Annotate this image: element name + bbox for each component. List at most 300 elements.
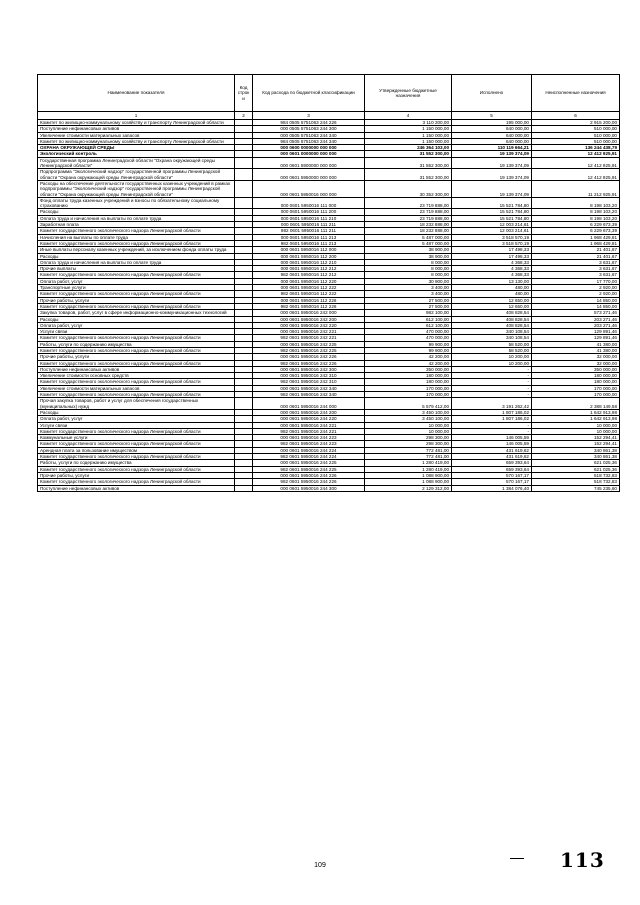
row-name: Работы, услуги по содержанию имущества	[38, 341, 235, 347]
row-done: 1 807 186,02	[452, 416, 532, 422]
row-name: Комитет государственного экологического надзора Ленинградской области	[38, 466, 235, 472]
row-approved: 31 552 300,00	[365, 169, 452, 181]
row-kbk: 000 0601 5950016 244 220	[253, 416, 365, 422]
row-name: Поступление нефинансовых активов	[38, 366, 235, 372]
colnum-6: 6	[532, 112, 620, 120]
row-name: Комитет государственного экологического надзора Ленинградской области	[38, 479, 235, 485]
row-kbk: 000 0601 5950016 244 221	[253, 422, 365, 428]
row-left: 745 235,60	[532, 485, 620, 491]
row-left: 1 642 913,98	[532, 416, 620, 422]
row-kbk: 982 0601 5950016 242 340	[253, 392, 365, 398]
row-kbk: 000 0601 5950016 112 226	[253, 297, 365, 303]
row-name: Заработная плата	[38, 222, 235, 228]
row-approved: 8 000,00	[365, 266, 452, 272]
row-left: 152 294,41	[532, 441, 620, 447]
row-approved: 38 900,00	[365, 253, 452, 259]
row-left: 41 380,00	[532, 347, 620, 353]
row-done: 408 828,54	[452, 310, 532, 316]
row-left: 6 229 673,39	[532, 222, 620, 228]
row-name: Закупка товаров, работ, услуг в сфере информационно-коммуникационных технологий	[38, 310, 235, 316]
table-row	[38, 180, 620, 197]
row-approved: 38 900,00	[365, 247, 452, 253]
row-left: 170 000,00	[532, 392, 620, 398]
row-kbk: 000 0601 5950016 244 200	[253, 409, 365, 415]
header-line-code: Код строк и	[235, 75, 253, 112]
row-kbk: 982 0601 5950016 242 221	[253, 335, 365, 341]
row-kbk: 000 0601 5950016 111 210	[253, 215, 365, 221]
row-kbk: 000 0600 0000000 000 000	[253, 145, 365, 151]
row-done: 146 005,59	[452, 435, 532, 441]
row-left: 170 000,00	[532, 385, 620, 391]
row-left: 573 271,46	[532, 310, 620, 316]
sheet-stamp-number: 113	[560, 848, 605, 872]
row-approved: 180 000,00	[365, 373, 452, 379]
row-approved: 27 500,00	[365, 297, 452, 303]
row-name: Комитет государственного экологического надзора Ленинградской области	[38, 360, 235, 366]
row-name: Фонд оплаты труда казенных учреждений и взносы по обязательному социальному страхованию	[38, 197, 235, 209]
row-kbk: 000 0601 5900000 000 000	[253, 157, 365, 169]
row-kbk: 000 0601 5950016 242 310	[253, 373, 365, 379]
row-done: 659 393,64	[452, 466, 532, 472]
row-name: Оплата труда и начисления на выплаты по оплате труда	[38, 215, 235, 221]
row-done: 3 518 570,19	[452, 240, 532, 246]
row-kbk: 982 0601 5950016 112 212	[253, 272, 365, 278]
row-left: 2 920,00	[532, 291, 620, 297]
row-name: Увеличение стоимости материальных запасов	[38, 132, 235, 138]
row-approved: 1 150 000,00	[365, 138, 452, 144]
row-kbk: 000 0601 5950016 242 340	[253, 385, 365, 391]
row-done: 340 108,54	[452, 329, 532, 335]
row-name: Государственная программа Ленинградской области "Охрана окружающей среды Ленинградской области"	[38, 157, 235, 169]
row-left: 1 642 913,98	[532, 409, 620, 415]
row-done: 570 167,17	[452, 472, 532, 478]
row-done: 58 520,00	[452, 347, 532, 353]
row-done: 17 498,33	[452, 253, 532, 259]
row-left: 203 271,46	[532, 322, 620, 328]
row-name: Поступление нефинансовых активов	[38, 485, 235, 491]
row-done: 15 521 784,80	[452, 209, 532, 215]
row-name: Комитет государственного экологического надзора Ленинградской области	[38, 228, 235, 234]
row-name: Подпрограмма "Экологический надзор" государственной программы Ленинградской области "Охрана окружающей среды Ленинградской области"	[38, 169, 235, 181]
row-approved: 180 000,00	[365, 379, 452, 385]
row-done: 19 139 374,09	[452, 169, 532, 181]
row-left: 21 401,67	[532, 247, 620, 253]
row-name: Начисления на выплаты по оплате труда	[38, 234, 235, 240]
row-left: 518 732,83	[532, 479, 620, 485]
row-approved: 982 100,00	[365, 310, 452, 316]
row-kbk: 000 0601 5950016 112 212	[253, 266, 365, 272]
row-left: 1 968 429,81	[532, 240, 620, 246]
row-left: 203 271,46	[532, 316, 620, 322]
row-left: 129 891,46	[532, 329, 620, 335]
row-kbk: 000 0601 5950016 112 200	[253, 253, 365, 259]
header-done: Исполнено	[452, 75, 532, 112]
row-left: 518 732,83	[532, 472, 620, 478]
row-kbk: 000 0601 5950016 111 213	[253, 234, 365, 240]
row-approved: 3 450 100,00	[365, 416, 452, 422]
row-left: 2 388 149,58	[532, 398, 620, 410]
row-name: Комитет по жилищно-коммунальному хозяйству и транспорту Ленинградской области	[38, 138, 235, 144]
row-done: 640 000,00	[452, 132, 532, 138]
row-done: 195 000,00	[452, 120, 532, 126]
row-name: Прочая закупка товаров, работ и услуг для обеспечения государственных (муниципальных) нужд	[38, 398, 235, 410]
row-approved: 8 000,00	[365, 272, 452, 278]
row-kbk: 000 0601 5950016 111 000	[253, 197, 365, 209]
header-approved: Утвержденные бюджетные назначения	[365, 75, 452, 112]
row-done: 19 139 374,09	[452, 180, 532, 197]
row-name: Услуги связи	[38, 422, 235, 428]
row-approved: 3 400,00	[365, 285, 452, 291]
row-approved: 1 150 000,00	[365, 126, 452, 132]
table-row	[38, 157, 620, 169]
row-done: 10 200,00	[452, 360, 532, 366]
row-left: 10 000,00	[532, 428, 620, 434]
row-name: Комитет государственного экологического надзора Ленинградской области	[38, 303, 235, 309]
row-kbk: 000 0601 5950016 242 220	[253, 322, 365, 328]
row-left: 340 861,38	[532, 447, 620, 453]
row-approved: 612 100,00	[365, 316, 452, 322]
row-approved: 30 900,00	[365, 278, 452, 284]
row-kbk: 000 0601 5950016 112 222	[253, 285, 365, 291]
row-left: 6 229 673,39	[532, 228, 620, 234]
row-kbk: 982 0601 5950016 242 225	[253, 347, 365, 353]
row-name: Комитет государственного экологического надзора Ленинградской области	[38, 291, 235, 297]
row-kbk: 982 0601 5950016 242 226	[253, 360, 365, 366]
row-left: 17 770,00	[532, 278, 620, 284]
row-kbk: 982 0601 5950016 112 222	[253, 291, 365, 297]
row-name: Расходы	[38, 409, 235, 415]
row-left: 152 294,41	[532, 435, 620, 441]
row-approved: 18 232 888,00	[365, 228, 452, 234]
row-left: 11 212 925,91	[532, 180, 620, 197]
row-kbk: 984 0505 5751063 244 226	[253, 120, 365, 126]
row-kbk: 000 0601 5950016 000 000	[253, 180, 365, 197]
row-line-code	[235, 157, 253, 169]
row-done: 1 384 076,40	[452, 485, 532, 491]
row-done: 340 108,54	[452, 335, 532, 341]
row-approved: 350 000,00	[365, 366, 452, 372]
colnum-1: 1	[38, 112, 235, 120]
row-done: 4 368,33	[452, 259, 532, 265]
row-approved: 8 000,00	[365, 259, 452, 265]
row-kbk: 000 0601 5950016 242 200	[253, 316, 365, 322]
row-name: Комитет государственного экологического надзора Ленинградской области	[38, 454, 235, 460]
row-done: 12 003 214,61	[452, 222, 532, 228]
row-approved: 3 110 200,00	[365, 120, 452, 126]
row-name: Услуги связи	[38, 329, 235, 335]
row-left: 136 244 438,79	[532, 145, 620, 151]
row-kbk: 000 0601 5950016 244 225	[253, 460, 365, 466]
row-approved: 170 000,00	[365, 385, 452, 391]
row-name: Комитет по жилищно-коммунальному хозяйству и транспорту Ленинградской области	[38, 120, 235, 126]
row-approved: 1 150 000,00	[365, 132, 452, 138]
row-approved: 42 200,00	[365, 354, 452, 360]
row-left: 180 000,00	[532, 379, 620, 385]
row-name: Прочие работы, услуги	[38, 472, 235, 478]
row-name: Поступление нефинансовых активов	[38, 126, 235, 132]
header-row	[38, 75, 620, 112]
row-name: Увеличение стоимости основных средств	[38, 373, 235, 379]
row-kbk: 984 0505 5751063 244 340	[253, 138, 365, 144]
row-done: 13 130,00	[452, 278, 532, 284]
row-kbk: 982 0601 5950016 244 225	[253, 466, 365, 472]
row-name: ОХРАНА ОКРУЖАЮЩЕЙ СРЕДЫ	[38, 145, 235, 151]
row-name: Комитет государственного экологического надзора Ленинградской области	[38, 347, 235, 353]
row-left: 8 198 103,20	[532, 197, 620, 209]
header-name: Наименование показателя	[38, 75, 235, 112]
row-kbk: 982 0601 5950016 112 226	[253, 303, 365, 309]
row-done: -	[452, 373, 532, 379]
row-name: Расходы	[38, 316, 235, 322]
row-done: 3 518 570,19	[452, 234, 532, 240]
row-approved: 3 400,00	[365, 291, 452, 297]
row-approved: 246 364 103,00	[365, 145, 452, 151]
row-left: 180 000,00	[532, 373, 620, 379]
row-name: Экологический контроль	[38, 151, 235, 157]
row-left: 1 968 429,81	[532, 234, 620, 240]
row-done: -	[452, 422, 532, 428]
budget-table	[37, 74, 620, 492]
row-approved: 470 000,00	[365, 329, 452, 335]
row-done: 640 000,00	[452, 138, 532, 144]
row-approved: 10 000,00	[365, 428, 452, 434]
row-done: 408 828,54	[452, 322, 532, 328]
row-done: 431 619,62	[452, 447, 532, 453]
row-done: -	[452, 379, 532, 385]
row-approved: 3 450 100,00	[365, 409, 452, 415]
row-done: 480,00	[452, 285, 532, 291]
row-name: Оплата работ, услуг	[38, 278, 235, 284]
row-done: 58 520,00	[452, 341, 532, 347]
row-left: 350 000,00	[532, 366, 620, 372]
row-left: 12 412 925,91	[532, 169, 620, 181]
table-row	[38, 197, 620, 209]
row-name: Расходы на обеспечение деятельности государственных казенных учреждений в рамках подпрограммы "Экологический надзор" государственной программы Ленинградской области "Охрана окружающей среды Ленинградской области"	[38, 180, 235, 197]
row-kbk: 000 0601 5950016 242 226	[253, 354, 365, 360]
row-left: 14 850,00	[532, 303, 620, 309]
row-done: 15 521 784,80	[452, 197, 532, 209]
row-approved: 2 129 312,00	[365, 485, 452, 491]
row-name: Комитет государственного экологического надзора Ленинградской области	[38, 272, 235, 278]
row-kbk: 982 0601 5950016 244 221	[253, 428, 365, 434]
row-approved: 23 719 888,00	[365, 197, 452, 209]
row-kbk: 000 0601 5950016 242 300	[253, 366, 365, 372]
row-done: -	[452, 366, 532, 372]
row-line-code	[235, 169, 253, 181]
row-approved: 470 000,00	[365, 335, 452, 341]
row-done: -	[452, 385, 532, 391]
report-sheet	[37, 74, 619, 492]
row-name: Иные выплаты персоналу казенных учреждений, за исключением фонда оплаты труда	[38, 247, 235, 253]
colnum-5: 5	[452, 112, 532, 120]
row-line-code	[235, 180, 253, 197]
row-kbk: 000 0601 5950016 244 000	[253, 398, 365, 410]
row-left: 12 412 925,91	[532, 151, 620, 157]
row-approved: 1 280 419,00	[365, 466, 452, 472]
row-approved: 298 300,00	[365, 435, 452, 441]
row-approved: 772 481,00	[365, 447, 452, 453]
row-done: 640 000,00	[452, 126, 532, 132]
row-done: 12 650,00	[452, 303, 532, 309]
row-done: 146 005,59	[452, 441, 532, 447]
row-kbk: 982 0601 5950016 244 226	[253, 479, 365, 485]
row-left: 8 198 103,20	[532, 215, 620, 221]
row-name: Расходы	[38, 209, 235, 215]
row-left: 2 920,00	[532, 285, 620, 291]
colnum-3: 3	[253, 112, 365, 120]
row-line-code	[235, 398, 253, 410]
row-done: 110 119 664,21	[452, 145, 532, 151]
row-left: 510 000,00	[532, 126, 620, 132]
row-done: 12 650,00	[452, 297, 532, 303]
row-name: Комитет государственного экологического надзора Ленинградской области	[38, 240, 235, 246]
row-done: 3 191 262,42	[452, 398, 532, 410]
row-done: 4 368,33	[452, 266, 532, 272]
row-left: 14 850,00	[532, 297, 620, 303]
row-kbk: 982 0601 5950016 111 211	[253, 228, 365, 234]
row-name: Работы, услуги по содержанию имущества	[38, 460, 235, 466]
row-approved: 5 579 412,00	[365, 398, 452, 410]
row-done: 4 368,33	[452, 272, 532, 278]
row-kbk: 000 0601 5950016 244 223	[253, 435, 365, 441]
row-name: Увеличение стоимости материальных запасов	[38, 385, 235, 391]
row-kbk: 000 0601 5950016 112 210	[253, 259, 365, 265]
signature-dash	[510, 858, 524, 859]
row-done: 1 807 186,02	[452, 409, 532, 415]
row-left: 3 631,67	[532, 266, 620, 272]
row-approved: 18 232 888,00	[365, 222, 452, 228]
row-name: Комитет государственного экологического надзора Ленинградской области	[38, 335, 235, 341]
row-kbk: 000 0601 0000000 000 000	[253, 151, 365, 157]
table-row	[38, 398, 620, 410]
row-done: 19 139 374,09	[452, 157, 532, 169]
row-name: Транспортные услуги	[38, 285, 235, 291]
row-kbk: 982 0601 5950016 244 223	[253, 441, 365, 447]
row-name: Прочие работы, услуги	[38, 354, 235, 360]
row-kbk: 000 0601 5950016 244 226	[253, 472, 365, 478]
row-left: 10 000,00	[532, 422, 620, 428]
row-approved: 1 088 900,00	[365, 479, 452, 485]
row-approved: 5 487 000,00	[365, 234, 452, 240]
row-done: 17 498,33	[452, 247, 532, 253]
row-done: 570 167,17	[452, 479, 532, 485]
table-row	[38, 485, 620, 491]
row-name: Оплата работ, услуг	[38, 416, 235, 422]
row-kbk: 000 0601 5950016 112 000	[253, 247, 365, 253]
row-name: Комитет государственного экологического надзора Ленинградской области	[38, 428, 235, 434]
row-approved: 31 552 300,00	[365, 157, 452, 169]
row-kbk: 982 0601 5950016 242 310	[253, 379, 365, 385]
row-kbk: 982 0601 5950016 244 224	[253, 454, 365, 460]
row-kbk: 000 0601 5950016 244 300	[253, 485, 365, 491]
header-left: Неисполненные назначения	[532, 75, 620, 112]
colnum-2: 2	[235, 112, 253, 120]
row-approved: 298 300,00	[365, 441, 452, 447]
row-kbk: 000 0601 5950016 244 224	[253, 447, 365, 453]
row-kbk: 000 0601 5950016 111 211	[253, 222, 365, 228]
row-left: 621 025,36	[532, 466, 620, 472]
row-approved: 5 487 000,00	[365, 240, 452, 246]
row-left: 8 198 103,20	[532, 209, 620, 215]
row-approved: 42 200,00	[365, 360, 452, 366]
header-kbk: Код расхода по бюджетной классификации	[253, 75, 365, 112]
row-left: 340 861,38	[532, 454, 620, 460]
row-left: 510 000,00	[532, 132, 620, 138]
row-name: Коммунальные услуги	[38, 435, 235, 441]
row-done: 431 619,62	[452, 454, 532, 460]
row-left: 32 000,00	[532, 354, 620, 360]
row-done: 10 200,00	[452, 354, 532, 360]
row-left: 21 401,67	[532, 253, 620, 259]
colnum-4: 4	[365, 112, 452, 120]
row-approved: 10 000,00	[365, 422, 452, 428]
row-done: 12 003 214,61	[452, 228, 532, 234]
row-kbk: 000 0601 5950000 000 000	[253, 169, 365, 181]
row-line-code	[235, 485, 253, 491]
row-approved: 23 719 888,00	[365, 209, 452, 215]
row-name: Комитет государственного экологического надзора Ленинградской области	[38, 392, 235, 398]
row-name: Прочие выплаты	[38, 266, 235, 272]
row-done: 480,00	[452, 291, 532, 297]
row-approved: 1 280 419,00	[365, 460, 452, 466]
row-approved: 170 000,00	[365, 392, 452, 398]
row-approved: 99 900,00	[365, 341, 452, 347]
row-left: 510 000,00	[532, 138, 620, 144]
row-approved: 27 500,00	[365, 303, 452, 309]
row-kbk: 000 0505 5751063 244 340	[253, 132, 365, 138]
row-kbk: 000 0601 5950016 242 221	[253, 329, 365, 335]
row-name: Оплата работ, услуг	[38, 322, 235, 328]
row-left: 12 412 925,91	[532, 157, 620, 169]
row-name: Арендная плата за пользование имуществом	[38, 447, 235, 453]
row-left: 3 631,67	[532, 272, 620, 278]
row-name: Комитет государственного экологического надзора Ленинградской области	[38, 441, 235, 447]
page-number: 109	[314, 862, 326, 869]
row-done: 15 521 784,80	[452, 215, 532, 221]
row-done: -	[452, 428, 532, 434]
row-kbk: 982 0601 5950016 111 213	[253, 240, 365, 246]
row-approved: 31 552 300,00	[365, 151, 452, 157]
row-name: Комитет государственного экологического надзора Ленинградской области	[38, 379, 235, 385]
row-kbk: 000 0601 5950016 111 200	[253, 209, 365, 215]
row-approved: 1 088 900,00	[365, 472, 452, 478]
table-body	[38, 120, 620, 492]
row-name: Расходы	[38, 253, 235, 259]
row-name: Оплата труда и начисления на выплаты по оплате труда	[38, 259, 235, 265]
row-approved: 23 719 888,00	[365, 215, 452, 221]
row-done: -	[452, 392, 532, 398]
row-done: 659 393,64	[452, 460, 532, 466]
row-left: 2 915 200,00	[532, 120, 620, 126]
table-row	[38, 169, 620, 181]
row-approved: 99 900,00	[365, 347, 452, 353]
row-approved: 30 352 300,00	[365, 180, 452, 197]
column-numbers-row	[38, 112, 620, 120]
row-left: 621 025,36	[532, 460, 620, 466]
row-left: 32 000,00	[532, 360, 620, 366]
row-kbk: 000 0601 5950016 242 225	[253, 341, 365, 347]
row-left: 129 891,46	[532, 335, 620, 341]
row-name: Прочие работы, услуги	[38, 297, 235, 303]
row-left: 3 631,67	[532, 259, 620, 265]
row-approved: 772 481,00	[365, 454, 452, 460]
row-done: 19 139 374,09	[452, 151, 532, 157]
row-kbk: 000 0601 5950016 112 220	[253, 278, 365, 284]
row-kbk: 000 0601 5950016 242 000	[253, 310, 365, 316]
row-line-code	[235, 197, 253, 209]
row-approved: 612 100,00	[365, 322, 452, 328]
row-kbk: 000 0505 5751063 244 300	[253, 126, 365, 132]
